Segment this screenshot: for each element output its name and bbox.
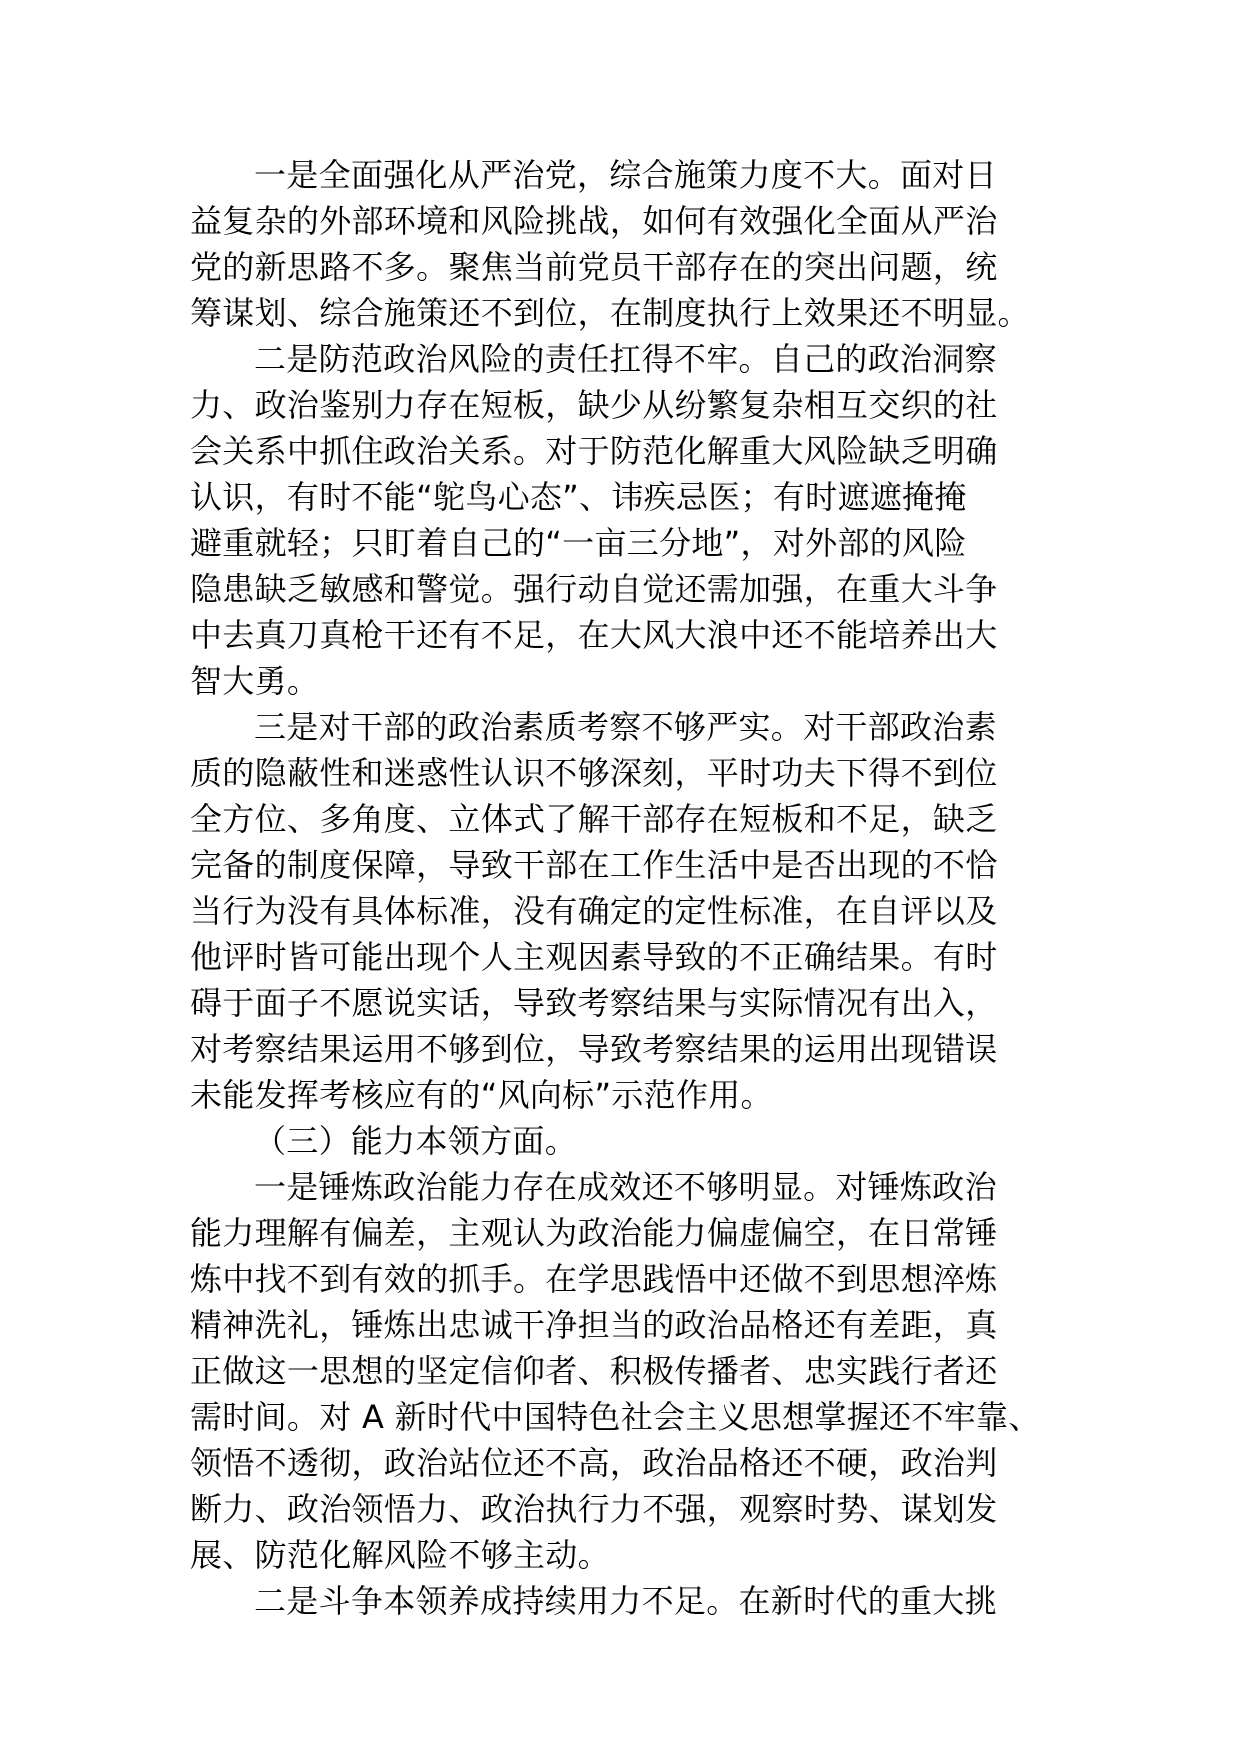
paragraph-line: 碍于面子不愿说实话，导致考察结果与实际情况有出入，	[190, 984, 998, 1022]
paragraph-line: 中去真刀真枪干还有不足，在大风大浪中还不能培养出大	[190, 616, 998, 654]
paragraph-line: 当行为没有具体标准，没有确定的定性标准，在自评以及	[190, 892, 998, 930]
paragraph-first-line: 二是斗争本领养成持续用力不足。在新时代的重大挑	[254, 1582, 997, 1620]
paragraph-line: 能力理解有偏差，主观认为政治能力偏虚偏空，在日常锤	[190, 1214, 998, 1252]
paragraph-first-line: 一是全面强化从严治党，综合施策力度不大。面对日	[254, 156, 997, 194]
document-body	[190, 152, 1060, 1624]
paragraph-line: 力、政治鉴别力存在短板，缺少从纷繁复杂相互交织的社	[190, 386, 998, 424]
paragraph-first-line: 二是防范政治风险的责任扛得不牢。自己的政治洞察	[254, 340, 997, 378]
paragraph-line: 断力、政治领悟力、政治执行力不强，观察时势、谋划发	[190, 1490, 998, 1528]
paragraph-first-line: 三是对干部的政治素质考察不够严实。对干部政治素	[254, 708, 997, 746]
paragraph-line: 党的新思路不多。聚焦当前党员干部存在的突出问题，统	[190, 248, 998, 286]
paragraph-line: 展、防范化解风险不够主动。	[190, 1536, 610, 1574]
paragraph-line: 筹谋划、综合施策还不到位，在制度执行上效果还不明显。	[190, 294, 1030, 332]
paragraph-line: 他评时皆可能出现个人主观因素导致的不正确结果。有时	[190, 938, 998, 976]
paragraph-first-line: 一是锤炼政治能力存在成效还不够明显。对锤炼政治	[254, 1168, 997, 1206]
paragraph-line: 智大勇。	[190, 662, 320, 700]
paragraph-line: 会关系中抓住政治关系。对于防范化解重大风险缺乏明确	[190, 432, 998, 470]
paragraph-line: 需时间。对 A 新时代中国特色社会主义思想掌握还不牢靠、	[190, 1398, 1041, 1436]
paragraph-line: 未能发挥考核应有的“风向标”示范作用。	[190, 1076, 773, 1114]
paragraph-line: 领悟不透彻，政治站位还不高，政治品格还不硬，政治判	[190, 1444, 998, 1482]
paragraph-first-line: （三）能力本领方面。	[254, 1122, 578, 1160]
paragraph-line: 全方位、多角度、立体式了解干部存在短板和不足，缺乏	[190, 800, 998, 838]
paragraph-line: 正做这一思想的坚定信仰者、积极传播者、忠实践行者还	[190, 1352, 998, 1390]
paragraph-line: 质的隐蔽性和迷惑性认识不够深刻，平时功夫下得不到位	[190, 754, 998, 792]
paragraph-line: 对考察结果运用不够到位，导致考察结果的运用出现错误	[190, 1030, 998, 1068]
paragraph-line: 精神洗礼，锤炼出忠诚干净担当的政治品格还有差距，真	[190, 1306, 998, 1344]
paragraph-line: 益复杂的外部环境和风险挑战，如何有效强化全面从严治	[190, 202, 998, 240]
paragraph-line: 避重就轻；只盯着自己的“一亩三分地”，对外部的风险	[190, 524, 967, 562]
paragraph-line: 完备的制度保障，导致干部在工作生活中是否出现的不恰	[190, 846, 998, 884]
paragraph-line: 认识，有时不能“鸵鸟心态”、讳疾忌医；有时遮遮掩掩	[190, 478, 967, 516]
paragraph-line: 隐患缺乏敏感和警觉。强行动自觉还需加强，在重大斗争	[190, 570, 998, 608]
paragraph-line: 炼中找不到有效的抓手。在学思践悟中还做不到思想淬炼	[190, 1260, 998, 1298]
